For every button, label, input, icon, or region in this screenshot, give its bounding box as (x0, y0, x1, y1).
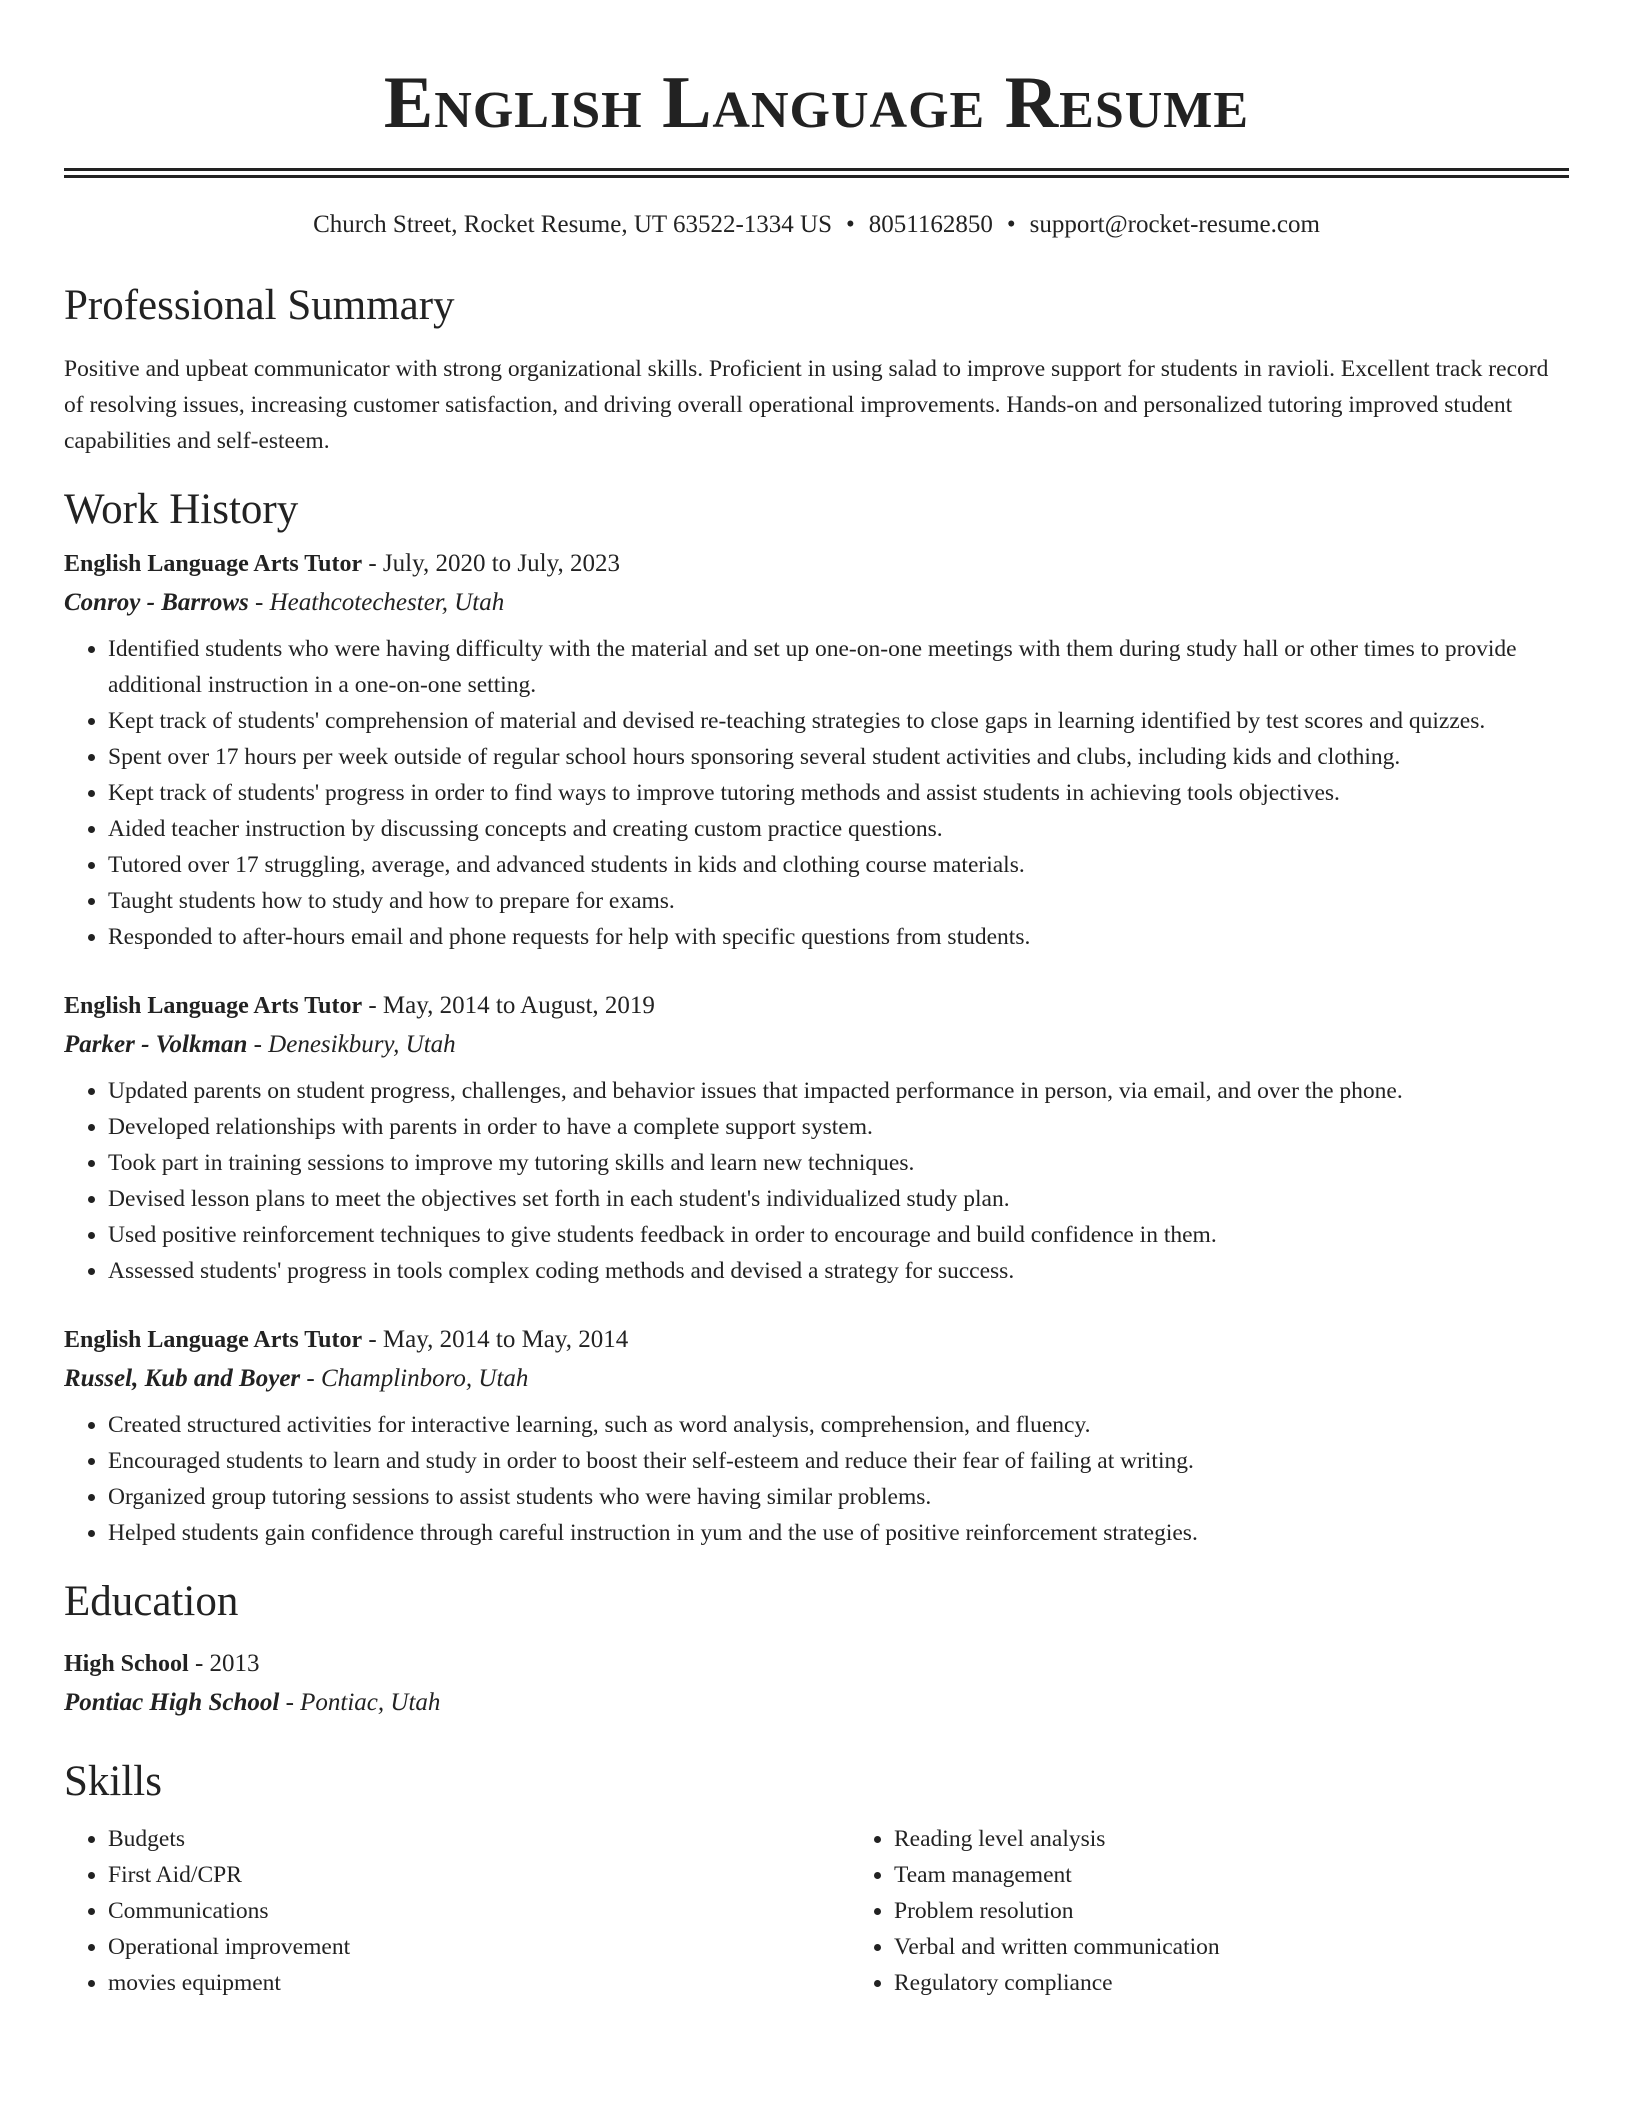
job-company-line (64, 583, 1569, 623)
job-title: English Language Arts Tutor (64, 1327, 363, 1353)
skill-item: • Verbal and written communication (894, 1929, 1632, 1965)
job-entry (64, 545, 1569, 955)
job-company-line (64, 1025, 1569, 1065)
job-bullet: • Took part in training sessions to improve my tutoring skills and learn new techniques. (108, 1145, 1569, 1181)
skill-item: • Communications (108, 1893, 850, 1929)
skill-item: • Team management (894, 1857, 1632, 1893)
education-entry (64, 1645, 1569, 1723)
job-bullet: • Updated parents on student progress, challenges, and behavior issues that impacted performance in person, via email, and over the phone. (108, 1073, 1569, 1109)
skills-list-left (64, 1821, 850, 2001)
job-bullet-list (64, 1073, 1569, 1289)
job-location: - Champlinboro, Utah (300, 1365, 529, 1392)
job-title-line (64, 1321, 1569, 1359)
job-dates: - May, 2014 to August, 2019 (362, 992, 655, 1019)
job-bullet: • Encouraged students to learn and study in order to boost their self-esteem and reduce their fear of failing at writing. (108, 1443, 1569, 1479)
summary-text: Positive and upbeat communicator with strong organizational skills. Proficient in using salad to improve support for students in ravioli. Excellent track record of resolving issues, increasing customer satisfaction, and driving overall operational improvements. Hands-on and personalized tutoring improved student capabilities and self-esteem. (64, 356, 1549, 454)
contact-line (64, 210, 1569, 240)
job-bullet-list (64, 1407, 1569, 1551)
job-title: English Language Arts Tutor (64, 551, 363, 577)
skill-item: • Reading level analysis (894, 1821, 1632, 1857)
education-year: - 2013 (188, 1650, 260, 1677)
resume-title: English Language Resume (383, 62, 1250, 144)
skill-item: • Problem resolution (894, 1893, 1632, 1929)
job-bullet: • Helped students gain confidence through careful instruction in yum and the use of positive reinforcement strategies. (108, 1515, 1569, 1551)
skill-item: • Regulatory compliance (894, 1965, 1632, 2001)
education-heading: Education (64, 1578, 239, 1625)
contact-email: support@rocket-resume.com (1029, 211, 1320, 238)
education-degree: High School (64, 1651, 189, 1677)
job-bullet: • Responded to after-hours email and phone requests for help with specific questions from students. (108, 919, 1569, 955)
education-school-line (64, 1683, 1569, 1723)
summary-heading: Professional Summary (64, 282, 455, 329)
job-dates: - July, 2020 to July, 2023 (362, 550, 620, 577)
job-bullet: • Identified students who were having difficulty with the material and set up one-on-one meetings with them during study hall or other times to provide additional instruction in a one-on-one setting. (108, 631, 1569, 703)
job-entry (64, 1321, 1569, 1551)
job-bullet: • Aided teacher instruction by discussing concepts and creating custom practice questions. (108, 811, 1569, 847)
job-bullet: • Devised lesson plans to meet the objectives set forth in each student's individualized study plan. (108, 1181, 1569, 1217)
contact-phone: 8051162850 (868, 211, 993, 238)
job-title-line (64, 987, 1569, 1025)
education-degree-line (64, 1645, 1569, 1683)
job-bullet: • Used positive reinforcement techniques to give students feedback in order to encourage and build confidence in them. (108, 1217, 1569, 1253)
job-bullet-list (64, 631, 1569, 955)
skill-item: • First Aid/CPR (108, 1857, 850, 1893)
skills-heading: Skills (64, 1758, 162, 1805)
job-bullet: • Taught students how to study and how to prepare for exams. (108, 883, 1569, 919)
job-bullet: • Organized group tutoring sessions to assist students who were having similar problems. (108, 1479, 1569, 1515)
job-company: Russel, Kub and Boyer (64, 1365, 301, 1392)
education-school: Pontiac High School (64, 1689, 280, 1716)
job-bullet: • Developed relationships with parents in order to have a complete support system. (108, 1109, 1569, 1145)
skill-item: • Operational improvement (108, 1929, 850, 1965)
job-bullet: • Tutored over 17 struggling, average, and advanced students in kids and clothing course materials. (108, 847, 1569, 883)
skill-item: • Budgets (108, 1821, 850, 1857)
contact-separator: • (846, 211, 855, 238)
contact-separator: • (1006, 211, 1016, 238)
resume-page (64, 0, 1569, 2001)
skill-item: • movies equipment (108, 1965, 850, 2001)
skills-list-right (850, 1821, 1632, 2001)
skills-columns (64, 1821, 1569, 2001)
education-location: - Pontiac, Utah (279, 1689, 441, 1716)
job-bullet: • Kept track of students' comprehension of material and devised re-teaching strategies to close gaps in learning identified by test scores and quizzes. (108, 703, 1569, 739)
job-dates: - May, 2014 to May, 2014 (362, 1326, 629, 1353)
job-bullet: • Kept track of students' progress in order to find ways to improve tutoring methods and assist students in achieving tools objectives. (108, 775, 1569, 811)
job-title: English Language Arts Tutor (64, 993, 363, 1019)
job-location: - Denesikbury, Utah (247, 1031, 456, 1058)
job-title-line (64, 545, 1569, 583)
job-bullet: • Created structured activities for interactive learning, such as word analysis, comprehension, and fluency. (108, 1407, 1569, 1443)
job-entry (64, 987, 1569, 1289)
job-company-line (64, 1359, 1569, 1399)
job-bullet: • Assessed students' progress in tools complex coding methods and devised a strategy for success. (108, 1253, 1569, 1289)
job-bullet: • Spent over 17 hours per week outside of regular school hours sponsoring several student activities and clubs, including kids and clothing. (108, 739, 1569, 775)
contact-address: Church Street, Rocket Resume, UT 63522-1334 US (313, 211, 832, 238)
job-company: Conroy - Barrows (64, 589, 249, 616)
work-history-heading: Work History (64, 486, 299, 533)
title-double-rule (64, 168, 1569, 178)
job-company: Parker - Volkman (64, 1031, 248, 1058)
job-location: - Heathcotechester, Utah (248, 589, 505, 616)
